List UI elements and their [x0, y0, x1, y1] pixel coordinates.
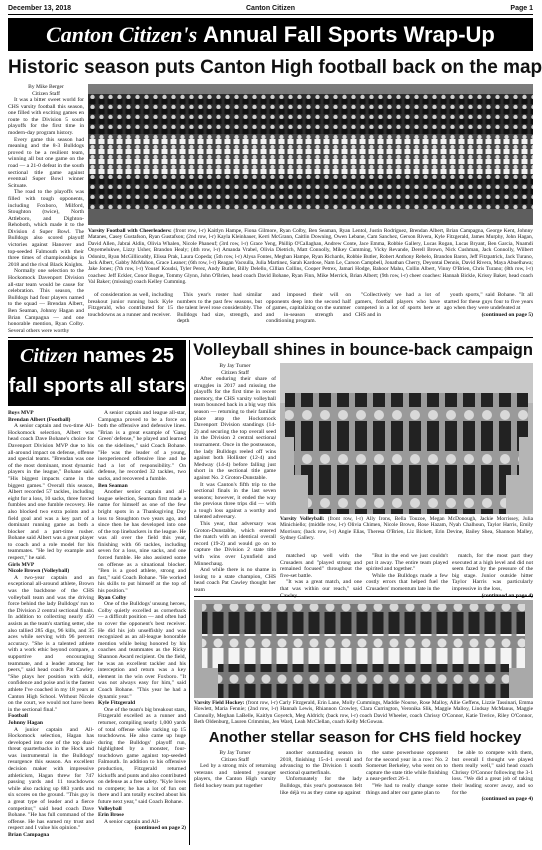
- volleyball-col3: "But in the end we just couldn't put it away. The entire team played spirited and together." While the Bulldogs made a few costly errors that helped fuel the Crusaders' momentum late in the: [366, 553, 448, 592]
- section-divider-2: [194, 596, 533, 597]
- allstar-subhead: Brian Campagna: [8, 832, 50, 838]
- allstar-subhead: Volleyball: [98, 805, 122, 812]
- fieldhockey-col3: the same powerhouse opponent for the second year in a row: No. 2 Somerset Berkeley, who went on to capture the state title while finishing a near-perfect 26-1. "We had to really change some things and alter our game plan to: [366, 750, 448, 796]
- volleyball-photo-image: [280, 363, 533, 514]
- fieldhockey-continued: (continued on page 4): [481, 796, 533, 803]
- football-para-3: The road to the playoffs was filled with tough opponents, including Foxboro, Milford, Stoughton (twice), North Attleboro, and Dighton-Rehoboth, which made it to the Division 4 Super Bowl. The Bulldogs also scored playoff victories against Hanover and top-seeded Falmouth with their three times of championships in 2018 and the rival Black Knights.: [8, 189, 84, 268]
- volleyball-byline: By Jay Turner Citizen Staff: [219, 363, 251, 376]
- allstar-subhead: Erin Brose: [98, 812, 124, 819]
- allstar-paragraph: A two-year captain and an exceptional all-around athlete, Brown was the backbone of the CHS volleyball team and was the driving force behind the lady Bulldogs' run to the Division 2 central sectional finals. In addition to collecting nearly 450 assists as the team's starting setter, she also tallied 285 digs, 96 kills, and 35 aces while serving with 96 percent accuracy. "She is a talented athlete with a work ethic beyond compare, a supportive and encouraging teammate, and a leader among her peers," said head coach Pat Cawley. "She plays her position with skill, confidence and poise and is the fastest athlete I've coached in my 18 years at Canton High School. Without Nicole on the court, we would not have been in the sectional final.": [8, 574, 94, 713]
- football-article-col4b: "Collectively we had a lot of gamers, football players who have competed in a lot of sports here at CHS and in: [355, 292, 440, 318]
- fieldhockey-team-photo: [194, 600, 533, 698]
- allstar-subhead: Brendan Albert (Football): [8, 416, 71, 423]
- allstar-subhead: Ryan Colby: [98, 594, 127, 601]
- allstars-continued: (continued on page 2): [134, 825, 186, 832]
- fieldhockey-headline: Another stellar season for CHS field hockey: [208, 729, 522, 746]
- football-article-col2: of consideration as well, including breakout junior running back Kyle Fitzgerald, who contributed for 15 touchdowns as a runner and receiver.: [88, 292, 173, 318]
- football-photo-image: [88, 84, 533, 225]
- fieldhockey-byline: By Jay Turner Citizen Staff: [219, 750, 251, 763]
- allstar-paragraph: One of the Bulldogs' unsung heroes, Colby quietly excelled as cornerback — a difficult position — and often had to cover the opponent's best receiver. He did his job unselfishly and was recognized as an all-league honorable mention while being honored by his coaches and teammates as the Ricky Shannon Award recipient. On the field, he was an excellent tackler and his interception and return was a key element in the win over Foxboro. "It was not always easy for him," said Coach Bohane. "This year he had a dynamic year.": [98, 601, 186, 700]
- allstars-headline-brand: Citizen: [20, 345, 78, 367]
- allstars-headline-line2: fall sports all stars: [8, 375, 186, 397]
- fieldhockey-photo-image: [194, 600, 533, 698]
- allstar-paragraph: One of the team's big breakout stars, Fitzgerald excelled as a runner and returner, compiling nearly 1,000 yards of total offense while racking up 15 touchdowns. He also came up huge during the Bulldogs' playoff run, highlighted by a monster, four-touchdown game against top-seeded Falmouth. In addition to his offensive production, Fitzgerald returned kickoffs and punts and also contributed on defense as a free safety. "Kyle loves to compete; he has a lot of fun out there and I am totally excited about his future next year," said Coach Bohane.: [98, 706, 186, 806]
- allstars-headline-rest: names 25: [82, 345, 174, 367]
- allstars-headline-box: [8, 340, 186, 406]
- banner-title: Annual Fall Sports Wrap-Up: [203, 21, 495, 47]
- fieldhockey-col1: By Jay Turner Citizen Staff Led by a strong mix of returning veterans and talented younger players, the Canton High varsity field hockey team put together: [194, 750, 276, 789]
- volleyball-col1: By Jay Turner Citizen Staff After enduring their share of struggles in 2017 and missing the playoffs for the first time in recent memory, the CHS varsity volleyball team bounced back in a big way this season — returning to their familiar place atop the Hockomock Davenport Division standings (14-2) and securing the top overall seed in the Division 2 central sectional tournament. Once in the postseason, the lady Bulldogs reeled off wins against both Hollister (12-4) and Medway (14-4) before falling just short in the sectional title game against No. 2 Groton-Dunstable. It was Canton's fifth trip to the sectional finals in the last seven seasons; however, it ended the way the previous three trips did — with a tough loss against a worthy and talented adversary. This year, that adversary was Groton-Dunstable, which entered the match with an identical overall record (19-2) and would go on to capture the Division 2 state title with wins over Lynnfield and Minnechaug. And while there is no shame in losing to a state champion, CHS head coach Pat Cawley thought her team: [194, 363, 276, 593]
- football-article-col1: [8, 84, 84, 336]
- football-continued: (continued on page 5): [481, 311, 533, 318]
- football-article-col5: youth sports," said Bohane. "It all started for these guys four to five years ago when they were undefeated at (continued on page 5): [444, 292, 533, 318]
- volleyball-headline: Volleyball shines in bounce-back campaign: [193, 341, 533, 359]
- volleyball-photo-caption: Varsity Volleyball: (front row, l-r) Ally Irons, Bella Touzoe, Megan McDonough, Jackie Morrissey, Julia Minichiello; (middle row, l-r) Olivia Chimen, Nicole Brown, Rose Hazam, Nyah Chalhoun, Taylor Harris, Emily Morrison; (back row, l-r) Angie Elias, Theresa O'Brien, Liz Bickett, Erin Devine, Bailey Shea, Shannon Malley, Sydney Gallery.: [280, 516, 533, 542]
- banner-brand: Canton Citizen's: [46, 21, 198, 47]
- allstar-subhead: Football: [8, 713, 28, 720]
- allstar-paragraph: A senior captain and two-time All-Hockomock selection, Albert was head coach Dave Bohane's choice for Davenport Division MVP due to his all-around impact on defense, offense and special teams. "Brendan was one of the most dominant, most dynamic players in the league," Bohane said. "His biggest impacts came in the biggest games." Overall this season, Albert recorded 57 tackles, including eight for a loss, 10 sacks, three forced fumbles and one fumble recovery. He also blocked two extra points and a field goal and was a key part of a dominant running game as both a blocker and a part-time rusher. Bohane said Albert was a great player to coach and a role model for his teammates. "He led by example and respect," he said.: [8, 423, 94, 562]
- wrapup-banner: [8, 18, 533, 51]
- allstar-paragraph: Another senior captain and all-league selection, Seaman first made a name for himself as one of the few bright spots in a Thanksgiving Day loss to Stoughton two years ago, and since then he has developed into one of the top linebackers in the league. He was all over the field this year, finishing with 66 tackles, including seven for a loss, nine sacks, and one forced fumble. He also assisted some on offense as a situational blocker. "Ben is a good athlete, strong and fast," said Coach Bohane. "He worked his skills to put himself at the top of his position.": [98, 489, 186, 595]
- football-para-2: Every game this season had meaning and the 8-3 Bulldogs proved to be a resilient team, winning all but one game on the road — a 21-0 defeat in the south sectional title game against eventual Super Bowl winner Scituate.: [8, 136, 84, 189]
- allstars-col2: [98, 410, 186, 845]
- paper-name: Canton Citizen: [246, 5, 295, 12]
- volleyball-col2: matched up well with the Crusaders and "played strong and remained focused" throughout the five-set battle. "It was a great match, and one that was within our reach," said: [280, 553, 362, 592]
- allstar-subhead: Boys MVP: [8, 410, 34, 416]
- football-byline: By Mike Berger Citizen Staff: [28, 84, 64, 97]
- page-number: Page 1: [510, 5, 533, 12]
- fieldhockey-photo-caption: Varsity Field Hockey: (front row, l-r) Carly Fitzgerald, Erin Lane, Molly Cummings, Maddie Nourse, Rose Malloy, Allie Geffens, Lizzie Tassinari, Emma Howlett, Maria Fennie; (2nd row, l-r) Hannah Lewis, Rhiannon Crowley, Clara Currington, Veronika Slik, Maggie Malloy, Lindsay McManus, Maggie Connolly, Meghan LaBelle, Kaitlyn Goyetch, Meg Aldrich; (back row, l-r) coach David Wheeler, coach Chrissy O'Connor, Katie Trerice, Riley O'Connor, Beth Oldenburg, Lauren Crimmins, Jen Ward, Leah McClellan, coach Kelly McGowan.: [194, 700, 534, 726]
- football-headline: Historic season puts Canton High football back on the map: [8, 57, 542, 78]
- allstar-subhead: Girls MVP: [8, 561, 35, 568]
- football-article-col3: This year's roster had similar numbers to the past few seasons, but the talent level rose considerably. The Bulldogs had size, strength, and depth: [177, 292, 262, 325]
- issue-date: December 13, 2018: [8, 5, 72, 12]
- football-team-photo: [88, 84, 533, 225]
- football-article-col4: and imposed their will on opponents deep into the second half of games, capitalizing on the summer and in-season strength and conditioning program.: [266, 292, 351, 325]
- allstar-subhead: Kyle Fitzgerald: [98, 700, 136, 707]
- fieldhockey-col4: be able to compete with them, but overall I thought we played them really well," said head coach Chrissy O'Connor following the 3-1 loss. "We did a great job of taking their leading scorer away, and so for the (continued on page 4): [452, 750, 533, 803]
- allstar-subhead: Nicole Brown (Volleyball): [8, 568, 70, 575]
- allstar-paragraph: A junior captain and All-Hockomock selection, Hagan has developed into one of the top dual-threat quarterbacks in the Hock and was instrumental in the Bulldogs' resurgence this season. An excellent decision maker with impressive athleticism, Hagan threw for 747 passing yards and 11 touchdowns while also racking up 883 yards and six scores on the ground. "This guy is a great type of leader and a fierce competitor," said head coach Dave Bohane. "He has full command of the offense. He has earned my trust and respect and I value his opinion.": [8, 726, 94, 832]
- football-para-4: Normally one selection to the Hockomock Davenport Division all-star team would be cause for celebration. This season, the Bulldogs had four players named to the squad — Brendan Albert, Ben Seaman, Johnny Hagan and Brian Campagna — and one honorable mention, Ryan Colby. Several others were worthy: [8, 268, 84, 334]
- volleyball-col4: match, for the most part they executed at a high level and did not seem fazed by the pressure of the big stage. Junior outside hitter Taylor Harris was particularly impressive in the loss,: [452, 553, 533, 593]
- section-divider: [8, 337, 533, 338]
- allstar-subhead: Johnny Hagan: [8, 719, 43, 726]
- fieldhockey-col2: another outstanding season in 2018, finishing 15-4-1 overall and advancing to the Division 1 south sectional quarterfinals. Unfortunately for the lady Bulldogs, this year's postseason felt like déjà vu as they came up against: [280, 750, 362, 796]
- column-divider: [189, 340, 190, 845]
- header-rule: [8, 14, 533, 15]
- football-photo-caption: Varsity Football with Cheerleaders: (front row, l-r) Kaitlyn Hampe, Fiona Gilmore, Ryan Colby, Ben Seaman, Ryan Lentol, Justin Rodriguez, Brendan Albert, Brian Campagna, George Kent, Johnny Matanes, Casey Gustafson, Ryan Gustafson; (2nd row, l-r) Kayla Kleinhauer, Kerri McGrann, Caitlin Downing, Owen Lebane, Cam Sanchez, Gerson Rivera, Kyle Fitzgerald, James Murphy, John Hagan, David Allen, Jabrai Aldin, Olivia Whalen, Nicole Phaneuf; (3rd row, l-r) Grace Yeng, Phillip O'Callaghan, Andrew Conte, Jace Emma, Robbie Gallery, Lucas Rogan, Lucas Bryant, Ben Garcia, Nnamdi Onyemelukwe, Lizzy Usher, Brandon Healy; (4th row, l-r) Amanda Vrabel, Olivia Dietrich, Matt Connolly, Mikey Cumming, Vicky Revande, Derell Brown, Nick Cushman, Jack Connolly, Wilbert Odonitz, Ryan McGillicuddy, Elissa Prak, Laura Copeda; (5th row, l-r) Alysa Fontes, Meghan Hampe, Ryan Richards, Robbie Butler, Robert Anthony Rebelo, Brandon Baron, Jeff Fitzpatrick, Jack Turano, Jack Albert, Gabby McMahon, Grace Leaner; (6th row, l-r) Reagan Vacsulla, Julia Martinez, Sarah Kardose, Nam Le, Carson Campbell, Jonathan Cherry, Deyontai Dennis, David Rivera, Maya Abuelhawa; Jake Jones; (7th row, l-r) Yousef Koudsi, Tyler Perez, Andy Butler, Billy Delello, Cillian Collins, Cooper Petrex, Jamari Hodge, Bahoor Mahu, Collin Albert, Vinny O'Brien, Chris Turano; (8th row, l-r) coaches: Jeff Eckler, Conor Bogue, Tommy Glynn, John O'Brien, head coach David Bohane, Ryan Finn, Mike Merrick, Brian Albert; (9th row, l-r) cheer coaches: Hannah Bickle, Krissy Baker, head coach Val Baker; (missing) coach Kelley Cumming.: [88, 228, 533, 286]
- allstar-paragraph: A senior captain and league all-star, Campagna proved to be a force on both the offensive and defensive lines. "Brian is a great example of 'Gang Green' defense," he played and learned on the sidelines," said Coach Bohane. "He was the leader of a young, inexperienced offensive line and he had a lot of responsibility." On defense, he recorded 32 tackles, two sacks, and recovered a fumble.: [98, 410, 186, 482]
- volleyball-team-photo: [280, 363, 533, 514]
- allstars-col1: [8, 410, 94, 845]
- allstar-subhead: Ben Seaman: [98, 482, 128, 489]
- football-para-1: It was a bitter sweet world for CHS varsity football this season, one filled with exciting games en route to the Division 5 south playoffs for the first time in modern-day program history.: [8, 97, 84, 136]
- allstar-paragraph: A senior captain and All-: [104, 818, 160, 825]
